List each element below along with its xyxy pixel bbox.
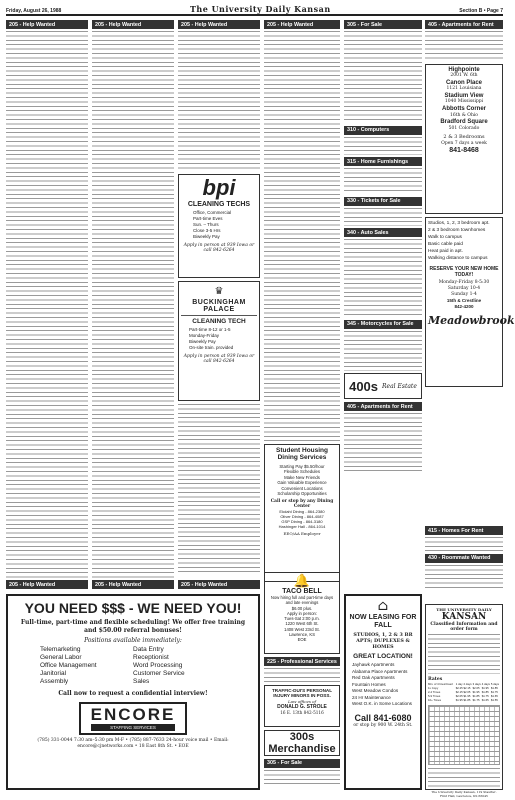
complex-address: 1040 Mississippi: [444, 99, 484, 105]
dining-line: Convenient Locations: [281, 485, 323, 491]
complex-name: Abbotts Corner: [442, 106, 486, 113]
real-estate-number: 400s: [349, 378, 379, 394]
bottom-header-2: [92, 580, 174, 589]
mb-reserve: RESERVE YOUR NEW HOME TODAY!: [429, 265, 499, 278]
paper-title: The University Daily Kansan: [189, 4, 331, 14]
table-row: Min. of 4 lines/Insert 1 day 2 days 3 days 4 days 5 days: [428, 681, 500, 686]
bpi-title: CLEANING TECHS: [187, 200, 251, 208]
column-4: [264, 20, 340, 585]
traffic-ad: [264, 685, 340, 727]
traffic-title: TRAFFIC-DUI'S PERSONAL INJURY MINORS IN POSS.: [271, 687, 333, 698]
encore-position: Data Entry: [133, 646, 164, 653]
encore-cta: Call now to request a confidential interview!: [58, 690, 208, 697]
dining-line: Scholarship Opportunities: [277, 491, 327, 497]
complex-address: 16th & Ohio: [449, 112, 479, 118]
apt-listings: [425, 31, 503, 61]
crown-icon: ♛: [214, 285, 224, 297]
mb-feature: Heat paid in apt.: [428, 248, 463, 254]
encore-position: Word Processing: [133, 662, 183, 669]
bell-icon: 🔔: [293, 574, 311, 589]
computer-listings: [344, 137, 422, 155]
traffic-contact: 16 E. 13th 842-5116: [280, 709, 324, 715]
header-tickets: 330 - Tickets for Sale: [344, 197, 422, 206]
buckingham-item: Part-time 8-12 or 1-5: [189, 326, 231, 332]
nl-item: Fountain Homes: [352, 681, 386, 687]
header-motorcycles: 345 - Motorcycles for Sale: [344, 320, 422, 329]
nl-item: Alabama Place Apartments: [352, 668, 408, 674]
encore-logo: ENCORE: [90, 705, 176, 724]
dining-ad: [264, 444, 340, 582]
header-help-wanted: 205 - Help Wanted: [6, 20, 88, 29]
complex-phone: 841-8468: [449, 146, 479, 154]
encore-logo-sub: STAFFING SERVICES: [91, 724, 176, 731]
real-estate-label: Real Estate: [382, 382, 417, 390]
auto-listings: [344, 239, 422, 317]
encore-intro: Positions available immediately:: [84, 637, 182, 644]
newspaper-page: [6, 4, 515, 798]
encore-position: Telemarketing: [40, 646, 81, 653]
header-help-wanted-b1: 205 - Help Wanted: [6, 580, 88, 589]
form-instructions: [428, 634, 500, 674]
rates-table: [428, 682, 500, 702]
dining-line: Make New Friends: [284, 474, 320, 480]
taco-bell-ad: [264, 572, 340, 654]
traffic-sub: Law offices of: [287, 698, 317, 704]
table-row: 1x Copy $2.25 $2.15 $2.05 $1.95 $1.85: [428, 685, 498, 690]
help-wanted-listings-3: [178, 31, 260, 171]
buckingham-item: On-site train. provided: [189, 344, 234, 350]
merchandise-box: [264, 730, 340, 756]
roommate-listings: [425, 565, 503, 589]
form-right-title: Classified Information and order form: [430, 622, 498, 632]
help-wanted-listings-4: [264, 31, 340, 441]
buckingham-apply: Apply in person at 939 Iowa or call 842-6264: [183, 353, 255, 364]
bedrooms: 2 & 3 Bedrooms: [443, 134, 485, 141]
header-help-wanted-3: 205 - Help Wanted: [178, 20, 260, 29]
buckingham-title: CLEANING TECH: [192, 317, 246, 325]
table-row: 5-9 Times $2.05 $1.95 $1.85 $1.75 $1.65: [428, 693, 498, 698]
header-help-wanted-b2: 205 - Help Wanted: [92, 580, 174, 589]
nl-item: West Meadow Condos: [352, 688, 399, 693]
encore-position: Receptionist: [133, 654, 169, 661]
column-5: [344, 20, 422, 476]
open-days: Open 7 days a week: [441, 141, 487, 147]
encore-ad: [6, 594, 260, 790]
dining-line: Flexible Schedules: [283, 469, 321, 475]
issue-date: Friday, August 26, 1988: [6, 8, 62, 14]
table-row: 10+ Times $1.95 $1.85 $1.75 $1.65 $1.55: [428, 697, 498, 702]
mb-hours: Saturday 10-4: [447, 285, 481, 291]
header-help-wanted-b3: 205 - Help Wanted: [178, 580, 260, 589]
mb-logo: Meadowbrook: [428, 313, 515, 327]
column-2: [92, 20, 174, 582]
mb-feature: Studios, 1, 2, 3 bedroom apt.: [428, 220, 490, 226]
dining-line: Gain Valuable Experience: [277, 480, 327, 486]
mb-address: 15th & Crestline: [446, 297, 482, 303]
complex-address: 2001 W. 6th: [450, 73, 478, 79]
taco-line: Now hiring full and part-time days and late evenings: [270, 595, 334, 606]
taco-line: Lawrence, KS: [288, 632, 316, 638]
udk-order-form: [425, 604, 503, 798]
encore-position: General Labor: [40, 654, 82, 661]
dining-center: Hashinger Hall - 864-1014: [278, 524, 326, 530]
nl-title: NOW LEASING FOR FALL: [349, 614, 417, 629]
nl-item: West O.K. in Some Locations: [352, 701, 412, 706]
form-fields[interactable]: [428, 768, 500, 788]
help-wanted-listings: [6, 31, 88, 579]
complex-name: Canon Place: [445, 79, 482, 86]
bpi-item: Office, Commercial: [193, 209, 232, 215]
dining-center: Ekdahl Dining - 864-2380: [279, 509, 325, 515]
nl-or: or stop by 900 W. 24th St.: [353, 722, 413, 728]
header-for-sale: 305 - For Sale: [344, 20, 422, 29]
traffic-name: DONALD G. STROLE: [277, 703, 327, 710]
house-icon: ⌂: [377, 598, 389, 614]
form-title-1: THE UNIVERSITY DAILY: [436, 607, 492, 612]
taco-line: 1408 West 23rd St.: [284, 626, 320, 632]
homes-listings: [425, 537, 503, 551]
column-3: [178, 20, 260, 574]
homes-section: [425, 526, 503, 591]
encore-position: Sales: [133, 678, 150, 685]
furnishings-listings: [344, 168, 422, 194]
table-row: 2-4 Times $2.15 $2.05 $1.95 $1.85 $1.75: [428, 689, 498, 694]
ticket-listings: [344, 208, 422, 226]
nl-item: Red Oak Apartments: [352, 675, 395, 680]
real-estate-box: [344, 373, 422, 399]
for-sale-listings-b: [264, 770, 340, 786]
buckingham-item: Biweekly Pay: [189, 338, 216, 344]
dining-center: Oliver Dining - 864-4087: [280, 514, 324, 520]
encore-contact: (785) 331-0044 7:30 am–5:30 pm M-F • (785) 887-7633 24-hour voice mail • Email: encore@cjnetworks.com • 18 East 8th St. • EOE: [37, 738, 229, 749]
header-help-wanted-4: 205 - Help Wanted: [264, 20, 340, 29]
form-footer: The University Daily Kansan, 119 Stauffer-Flint Hall, Lawrence, KS 66045: [431, 790, 497, 798]
form-title-2: KANSAN: [441, 612, 487, 622]
dining-line: Starting Pay $5.50/hour: [279, 463, 325, 469]
buckingham-name: BUCKINGHAM PALACE: [192, 298, 246, 313]
header-homes-rent: 415 - Homes For Rent: [425, 526, 503, 535]
complex-name: Highpointe: [448, 66, 480, 73]
encore-headline: YOU NEED $$$ - WE NEED YOU!: [24, 600, 242, 616]
taco-line: $6.00 plus.: [291, 605, 313, 611]
column-6: [425, 20, 515, 390]
bpi-ad: [178, 174, 260, 278]
apt-listings-2: [344, 413, 422, 473]
nl-call: Call 841-6080: [354, 712, 412, 723]
meadowbrook-ad: [425, 217, 515, 387]
bpi-logo: bpi: [202, 174, 236, 200]
professional-listings: [264, 668, 340, 682]
dining-title: Student Housing Dining Services: [276, 446, 328, 461]
mb-feature: Walking distance to campus: [428, 255, 488, 261]
complex-address: 501 Colorado: [448, 125, 480, 131]
merchandise-label: 300s Merchandise: [268, 730, 336, 755]
now-leasing-ad: [344, 594, 422, 790]
taco-line: 1220 West 6th St.: [285, 621, 319, 627]
header-apts-rent-2: 405 - Apartments for Rent: [344, 402, 422, 411]
header-professional: 225 - Professional Services: [264, 657, 340, 666]
dining-eoe: EEO/AA Employer: [283, 531, 321, 537]
complex-address: 1121 Louisiana: [446, 86, 482, 92]
header-roommate: 430 - Roommate Wanted: [425, 554, 503, 563]
help-wanted-listings-2: [92, 31, 174, 579]
buckingham-item: Monday-Friday: [189, 332, 220, 338]
complex-name: Stadium View: [444, 92, 484, 99]
dining-call: Call or stop by any Dining Center: [270, 499, 334, 510]
header-computers: 310 - Computers: [344, 126, 422, 135]
nl-great: GREAT LOCATION!: [353, 653, 413, 660]
mb-feature: Basic cable paid: [428, 241, 463, 247]
mb-hours: Monday-Friday 8-5:30: [438, 279, 490, 285]
form-grid[interactable]: [428, 705, 500, 765]
mb-phone: 842-4200: [454, 303, 474, 309]
header-for-sale-b: 305 - For Sale: [264, 759, 340, 768]
help-wanted-listings-3b: [178, 404, 260, 572]
nl-item: 24 Hr Maintenance: [352, 694, 391, 700]
encore-position: Assembly: [40, 678, 69, 685]
bpi-apply: Apply in person at 939 Iowa or call 842-6264: [183, 242, 255, 253]
bottom-header-3: [178, 580, 260, 589]
rates-title: Rates: [428, 676, 443, 682]
masthead: [6, 4, 503, 16]
nl-sub: STUDIOS, 1, 2 & 3 BR APTS; DUPLEXES & HOMES: [353, 632, 413, 650]
taco-line: Apply in person:: [286, 610, 318, 616]
mb-hours: Sunday 1-4: [451, 291, 477, 297]
apt-complexes-ad: [425, 64, 503, 214]
nl-item: Jayhawk Apartments: [352, 662, 395, 667]
header-auto-sales: 340 - Auto Sales: [344, 228, 422, 237]
dining-center: GSP Dining - 864-3180: [281, 519, 323, 525]
taco-line: EOE: [297, 637, 307, 643]
taco-line: Tues-Sat 2:00 p.m.: [284, 616, 320, 622]
buckingham-ad: [178, 281, 260, 401]
header-home-furnishings: 315 - Home Furnishings: [344, 157, 422, 166]
taco-logo: TACO BELL: [282, 588, 322, 595]
bpi-item: Close 3-5 Hrs: [193, 227, 221, 233]
bpi-item: Biweekly Pay: [193, 233, 220, 239]
encore-sub: Full-time, part-time and flexible scheduling! We offer free training and $50.00 referral bonuses!: [20, 619, 246, 634]
bpi-item: Sun. – Thurs: [193, 221, 219, 227]
mb-feature: Walk to campus: [428, 234, 462, 240]
header-apts-rent: 405 - Apartments for Rent: [425, 20, 503, 29]
for-sale-listings: [344, 31, 422, 123]
bpi-item: Part-time Eves: [193, 215, 223, 221]
mb-feature: 2 & 3 bedroom townhomes: [428, 227, 486, 233]
encore-position: Janitorial: [40, 670, 67, 677]
encore-position: Office Management: [40, 662, 97, 669]
section-label: Section B • Page 7: [459, 8, 503, 14]
professional-section: [264, 657, 340, 788]
motorcycle-listings: [344, 331, 422, 371]
bottom-header-1: [6, 580, 88, 589]
encore-position: Customer Service: [133, 670, 185, 677]
column-1: [6, 20, 88, 582]
header-help-wanted-2: 205 - Help Wanted: [92, 20, 174, 29]
complex-name: Bradford Square: [440, 119, 488, 126]
